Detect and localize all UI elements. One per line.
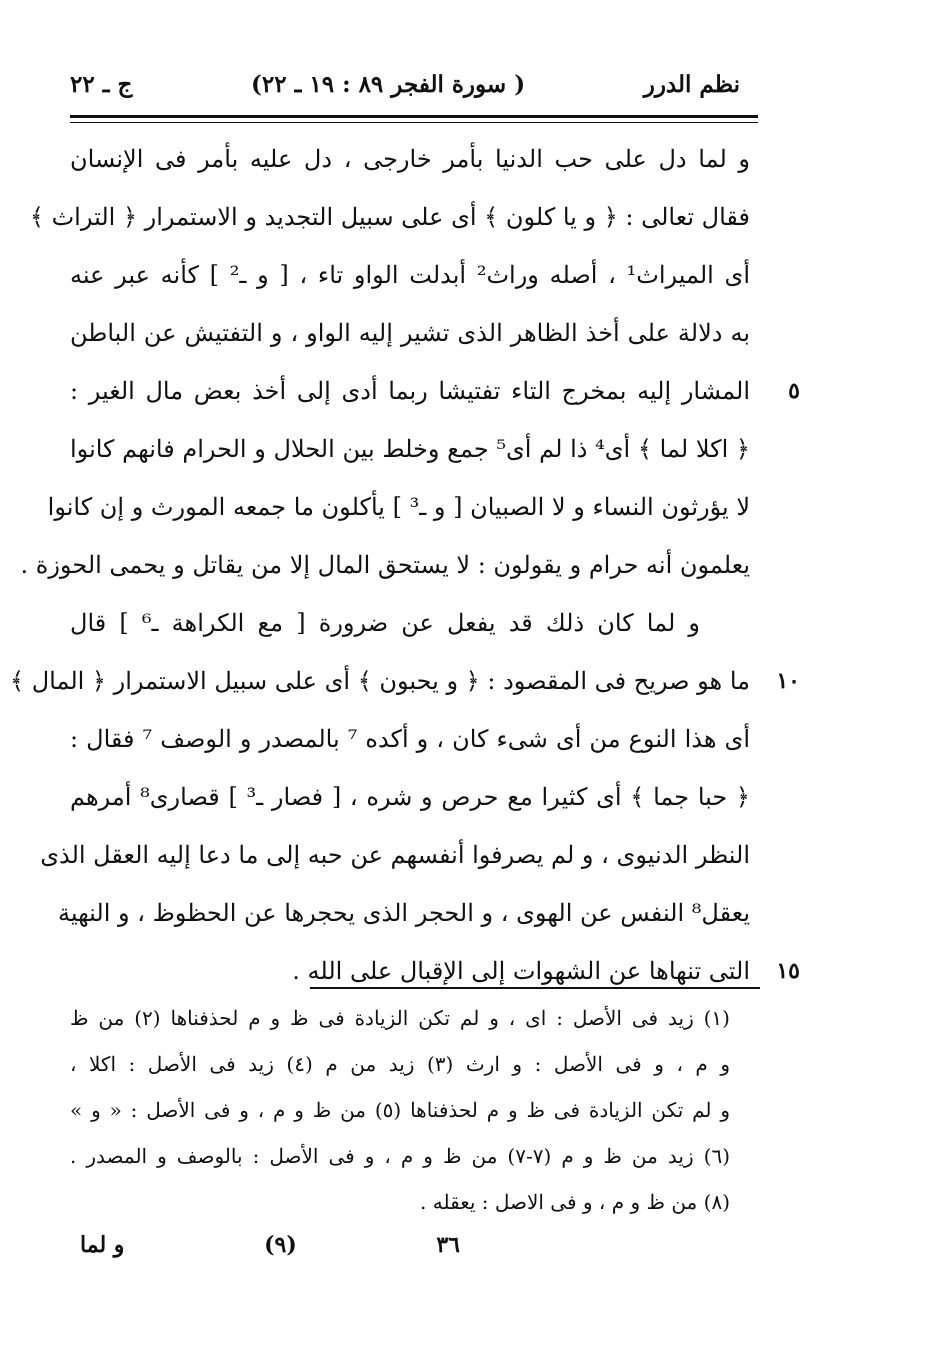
text-line [47, 478, 760, 536]
line-content: و لما دل على حب الدنيا بأمر خارجى ، دل عليه بأمر فى الإنسان [70, 145, 750, 173]
main-text [10, 130, 800, 1000]
text-line [70, 362, 800, 420]
line-content: المشار إليه بمخرج التاء تفتيشا ربما أدى إلى أخذ بعض مال الغير : [70, 377, 750, 405]
signature-mark: (٩) [264, 1232, 297, 1258]
text-line [70, 710, 760, 768]
text-line [70, 420, 760, 478]
book-title: نظم الدرر [643, 70, 740, 98]
catchword: و لما [80, 1232, 125, 1258]
text-line [70, 246, 760, 304]
header-rule-thin [70, 122, 758, 123]
line-content: يعقل⁸ النفس عن الهوى ، و الحجر الذى يحجرها عن الحظوظ ، و النهية [57, 899, 750, 927]
footnote-line: (١) زيد فى الأصل : اى ، و لم تكن الزيادة فى ظ و م لحذفناها (٢) من ظ [70, 1006, 730, 1030]
text-line [10, 652, 800, 710]
line-content: به دلالة على أخذ الظاهر الذى تشير إليه الواو ، و التفتيش عن الباطن [70, 319, 751, 347]
surah-reference: ( سورة الفجر ٨٩ : ١٩ ـ ٢٢) [250, 70, 526, 98]
line-content: ما هو صريح فى المقصود : ﴿ و يحبون ﴾ أى على سبيل الاستمرار ﴿ المال ﴾ [10, 667, 750, 695]
footnote-line: و لم تكن الزيادة فى ظ و م لحذفناها (٥) من ظ و م ، و فى الأصل : « و » [70, 1098, 731, 1122]
line-content: التى تنهاها عن الشهوات إلى الإقبال على الله . [292, 957, 750, 985]
running-header [70, 64, 740, 104]
line-content: و لما كان ذلك قد يفعل عن ضرورة [ مع الكراهة ـ⁶ ] قال [70, 609, 701, 637]
text-line [29, 188, 760, 246]
text-line [70, 768, 760, 826]
footnote-line: و م ، و فى الأصل : و ارث (٣) زيد من م (٤) زيد فى الأصل : اكلا ، [70, 1052, 731, 1076]
line-content: أى هذا النوع من أى شىء كان ، و أكده ⁷ بالمصدر و الوصف ⁷ فقال : [70, 725, 750, 753]
line-content: فقال تعالى : ﴿ و يا كلون ﴾ أى على سبيل التجديد و الاستمرار ﴿ التراث ﴾ [29, 203, 750, 231]
footnote-separator [310, 987, 760, 989]
text-line [40, 826, 760, 884]
line-content: النظر الدنيوى ، و لم يصرفوا أنفسهم عن حبه إلى ما دعا إليه العقل الذى [40, 841, 750, 869]
line-content: أى الميراث¹ ، أصله وراث² أبدلت الواو تاء ، [ و ـ² ] كأنه عبر عنه [70, 261, 751, 289]
line-number: ١٥ [776, 958, 800, 984]
line-content: يعلمون أنه حرام و يقولون : لا يستحق المال إلا من يقاتل و يحمى الحوزة . [20, 551, 750, 579]
line-number: ١٠ [776, 668, 800, 694]
page-footer [80, 1225, 460, 1265]
text-line [70, 594, 760, 652]
line-content: ﴿ حبا جما ﴾ أى كثيرا مع حرص و شره ، [ فصار ـ³ ] قصارى⁸ أمرهم [70, 783, 750, 811]
header-rule-thick [70, 115, 758, 118]
text-line [70, 304, 760, 362]
line-content: ﴿ اكلا لما ﴾ أى⁴ ذا لم أى⁵ جمع وخلط بين الحلال و الحرام فانهم كانوا [70, 435, 750, 463]
volume-number: ج ـ ٢٢ [70, 70, 133, 98]
text-line [70, 942, 800, 1000]
line-number: ٥ [788, 378, 800, 404]
text-line [70, 130, 760, 188]
text-line [20, 536, 760, 594]
footnotes [70, 995, 730, 1225]
footnote-line: (٦) زيد من ظ و م (٧-٧) من ظ و م ، و فى الأصل : بالوصف و المصدر . [70, 1144, 730, 1168]
page-number: ٣٦ [436, 1232, 460, 1258]
text-line [57, 884, 760, 942]
footnote-line: (٨) من ظ و م ، و فى الاصل : يعقله . [420, 1190, 730, 1214]
line-content: لا يؤرثون النساء و لا الصبيان [ و ـ³ ] يأكلون ما جمعه المورث و إن كانوا [47, 493, 750, 521]
